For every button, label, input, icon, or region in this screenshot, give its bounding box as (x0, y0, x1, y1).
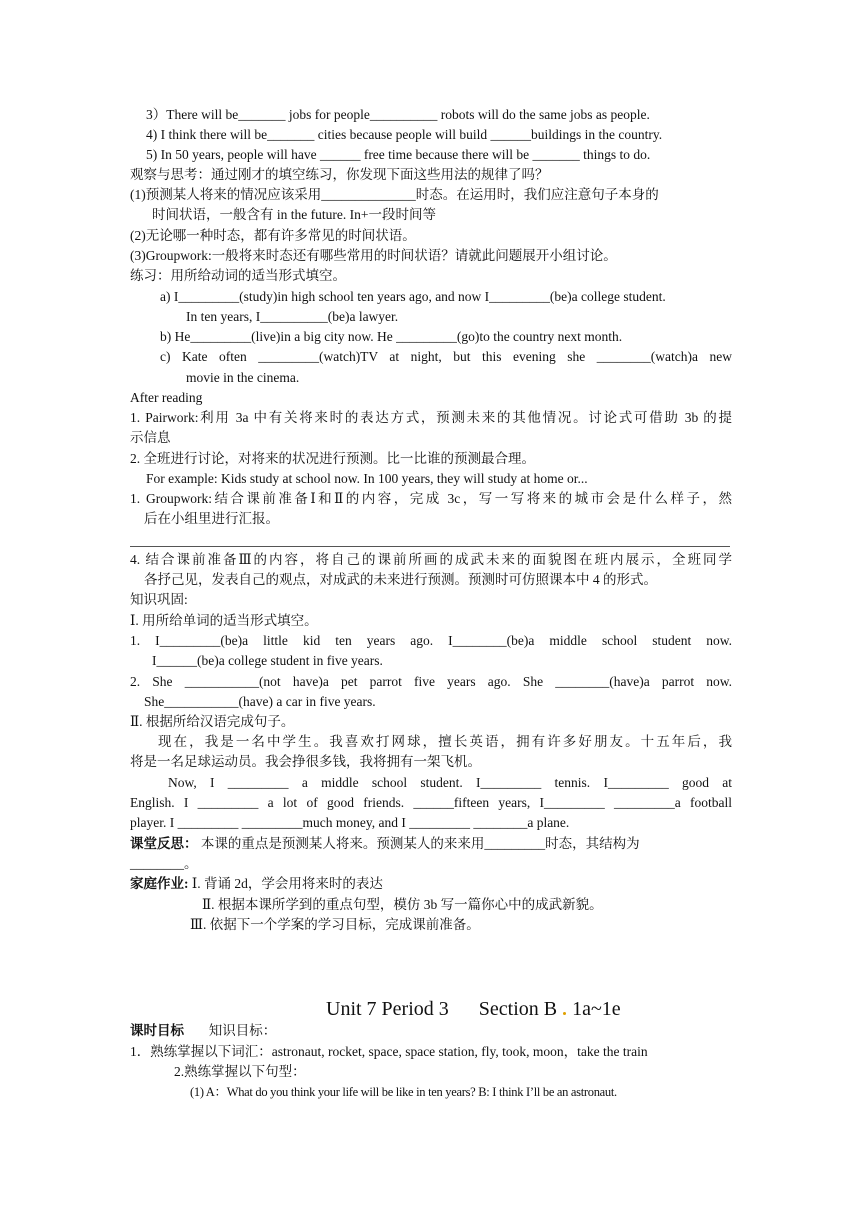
text-line: (2)无论哪一种时态，都有许多常见的时间状语。 (130, 228, 416, 243)
homework-item: Ⅱ. 根据本课所学到的重点句型，模仿 3b 写一篇你心中的成武新貌。 (202, 897, 603, 912)
exercise-line: b) He_________(live)in a big city now. He _________(go)to the country next month. (160, 329, 623, 344)
section-heading: 知识巩固: (130, 592, 188, 607)
homework-item: Ⅲ. 依据下一个学案的学习目标，完成课前准备。 (190, 917, 480, 932)
exercise-line: English. I _________ a lot of good friends. ______fifteen years, I_________ _________a football (130, 795, 732, 810)
section-heading: Ⅱ. 根据所给汉语完成句子。 (130, 714, 295, 729)
reflection-line (130, 834, 732, 854)
text-line: 1．熟练掌握以下词汇：astronaut, rocket, space, space station, fly, took, moon，take the train (130, 1044, 648, 1059)
unit-title-text: Unit 7 Period 3 Section B (326, 998, 558, 1020)
text-line: For example: Kids study at school now. In 100 years, they will study at home or... (146, 471, 588, 486)
exercise-line: In ten years, I__________(be)a lawyer. (186, 309, 399, 324)
exercise-line: 2. She ___________(not have)a pet parrot five years ago. She ________(have)a parrot now. (130, 674, 732, 689)
reflection-label: 课堂反思： (130, 836, 198, 851)
objectives-label: 课时目标 (130, 1023, 184, 1038)
exercise-line: c) Kate often _________(watch)TV at night, but this evening she ________(watch)a new (160, 349, 732, 364)
bullet-dot (563, 1012, 566, 1015)
homework-line (130, 874, 732, 894)
homework-label: 家庭作业: (130, 876, 189, 891)
writing-line (130, 546, 730, 547)
exercise-line: 1. I_________(be)a little kid ten years ago. I________(be)a middle school student now. (130, 633, 732, 648)
text-line: 2. 全班进行讨论，对将来的状况进行预测。比一比谁的预测最合理。 (130, 451, 535, 466)
exercise-line: movie in the cinema. (186, 370, 300, 385)
exercise-line: I______(be)a college student in five years. (152, 653, 383, 668)
text-line: 练习：用所给动词的适当形式填空。 (130, 268, 346, 283)
exercise-line: She___________(have) a car in five years. (144, 694, 376, 709)
exercise-line: a) I_________(study)in high school ten years ago, and now I_________(be)a college student. (160, 289, 666, 304)
text-line: 各抒己见，发表自己的观点，对成武的未来进行预测。预测时可仿照课本中 4 的形式。 (144, 572, 657, 587)
text-line: (1) A：What do you think your life will be like in ten years? B: I think I’ll be an astronaut. (190, 1085, 617, 1099)
text-line: 后在小组里进行汇报。 (144, 511, 279, 526)
text-line: 3）There will be_______ jobs for people__________ robots will do the same jobs as people. (146, 107, 650, 122)
text-line: 时间状语，一般含有 in the future. In+一段时间等 (152, 207, 436, 222)
text-line: 2.熟练掌握以下句型： (174, 1064, 306, 1079)
text-line: 4) I think there will be_______ cities because people will build ______buildings in the country. (146, 127, 663, 142)
section-heading: After reading (130, 390, 203, 405)
text-line: 现在，我是一名中学生。我喜欢打网球，擅长英语，拥有许多好朋友。十五年后，我 (158, 734, 732, 749)
text-line: 示信息 (130, 430, 171, 445)
text-line: 1. Groupwork:结合课前准备Ⅰ和Ⅱ的内容，完成 3c，写一写将来的城市会是什么样子，然 (130, 491, 732, 506)
homework-item: Ⅰ. 背诵 2d，学会用将来时的表达 (191, 876, 383, 891)
unit-title (326, 996, 621, 1022)
objectives-line (130, 1021, 732, 1041)
text-line: 5) In 50 years, people will have ______ free time because there will be _______ things to do. (146, 147, 651, 162)
text-line: (3)Groupwork:一般将来时态还有哪些常用的时间状语？请就此问题展开小组讨论。 (130, 248, 617, 263)
text-line: 4. 结合课前准备Ⅲ的内容，将自己的课前所画的成武未来的面貌图在班内展示，全班同学 (130, 552, 732, 567)
unit-title-range: 1a~1e (572, 998, 621, 1020)
reflection-text: 本课的重点是预测某人将来。预测某人的来来用_________时态，其结构为 (200, 836, 640, 851)
text-line: 1. Pairwork:利用 3a 中有关将来时的表达方式，预测未来的其他情况。讨论式可借助 3b 的提 (130, 410, 732, 425)
text-line: (1)预测某人将来的情况应该采用______________时态。在运用时，我们应注意句子本身的 (130, 187, 659, 202)
text-line: ________。 (130, 856, 198, 871)
exercise-line: Now, I _________ a middle school student. I_________ tennis. I_________ good at (168, 775, 732, 790)
exercise-line: player. I _________ _________much money, and I _________ ________a plane. (130, 815, 570, 830)
text-line: 观察与思考：通过刚才的填空练习，你发现下面这些用法的规律了吗？ (130, 167, 549, 182)
section-heading: Ⅰ. 用所给单词的适当形式填空。 (130, 613, 318, 628)
objectives-text: 知识目标： (208, 1023, 277, 1038)
text-line: 将是一名足球运动员。我会挣很多钱，我将拥有一架飞机。 (130, 754, 481, 769)
